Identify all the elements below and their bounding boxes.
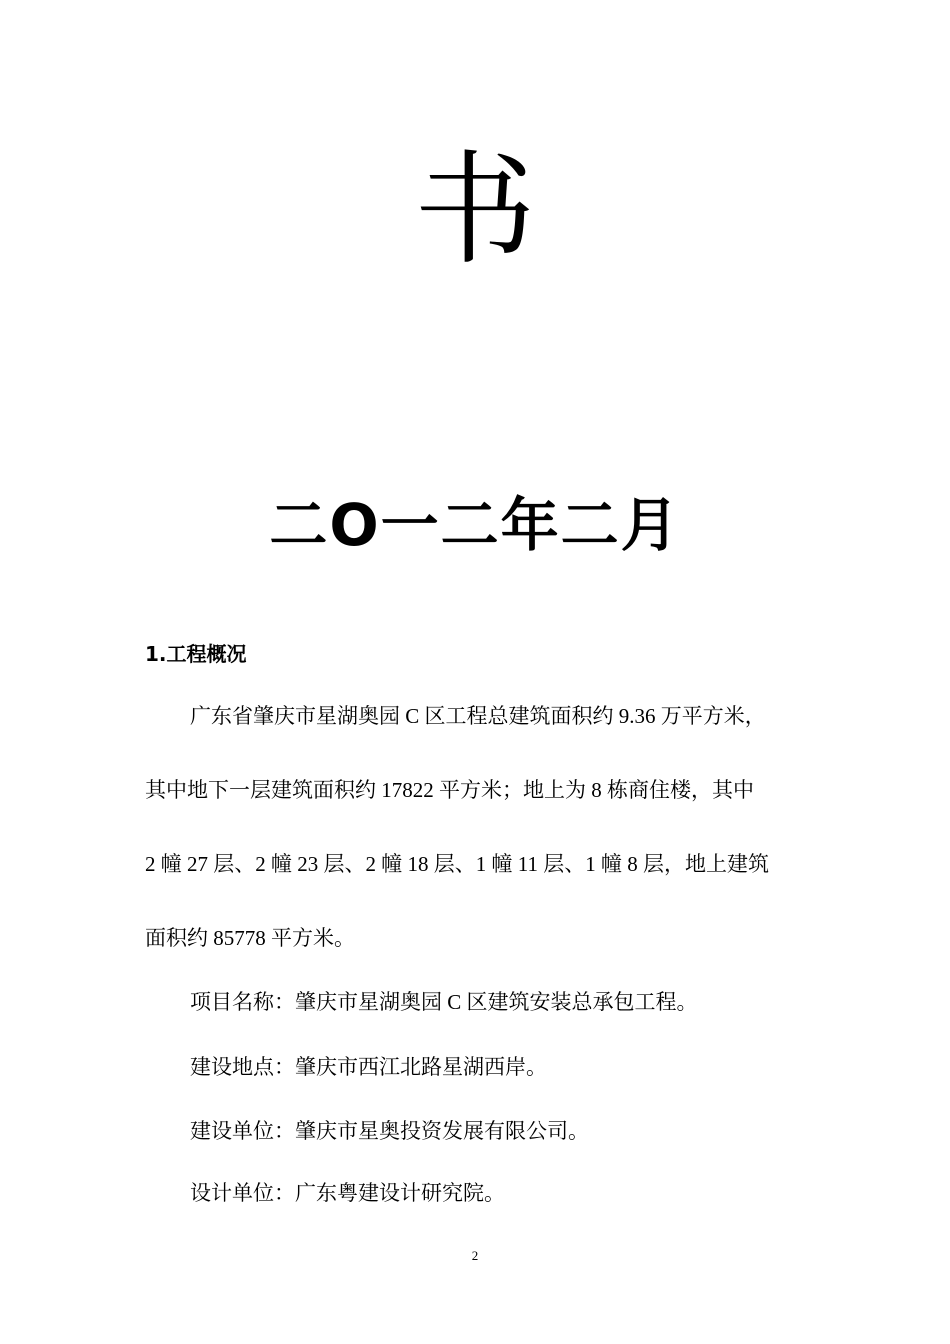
cover-title-char: 书 [414, 139, 536, 281]
overview-line: 其中地下一层建筑面积约 17822 平方米；地上为 8 栋商住楼，其中 [145, 778, 754, 802]
project-name-line: 项目名称：肇庆市星湖奥园 C 区建筑安装总承包工程。 [190, 990, 698, 1014]
project-location-line: 建设地点：肇庆市西江北路星湖西岸。 [190, 1055, 547, 1079]
client-line: 建设单位：肇庆市星奥投资发展有限公司。 [190, 1119, 589, 1143]
overview-line: 面积约 85778 平方米。 [145, 926, 355, 950]
cover-date: 二O一二年二月 [269, 491, 681, 559]
designer-line: 设计单位：广东粤建设计研究院。 [190, 1181, 505, 1205]
section-heading: 1.工程概况 [145, 642, 247, 666]
page-number: 2 [471, 1248, 479, 1263]
overview-line: 广东省肇庆市星湖奥园 C 区工程总建筑面积约 9.36 万平方米， [190, 704, 766, 728]
overview-line: 2 幢 27 层、2 幢 23 层、2 幢 18 层、1 幢 11 层、1 幢 8 层，地上建筑 [145, 852, 769, 876]
